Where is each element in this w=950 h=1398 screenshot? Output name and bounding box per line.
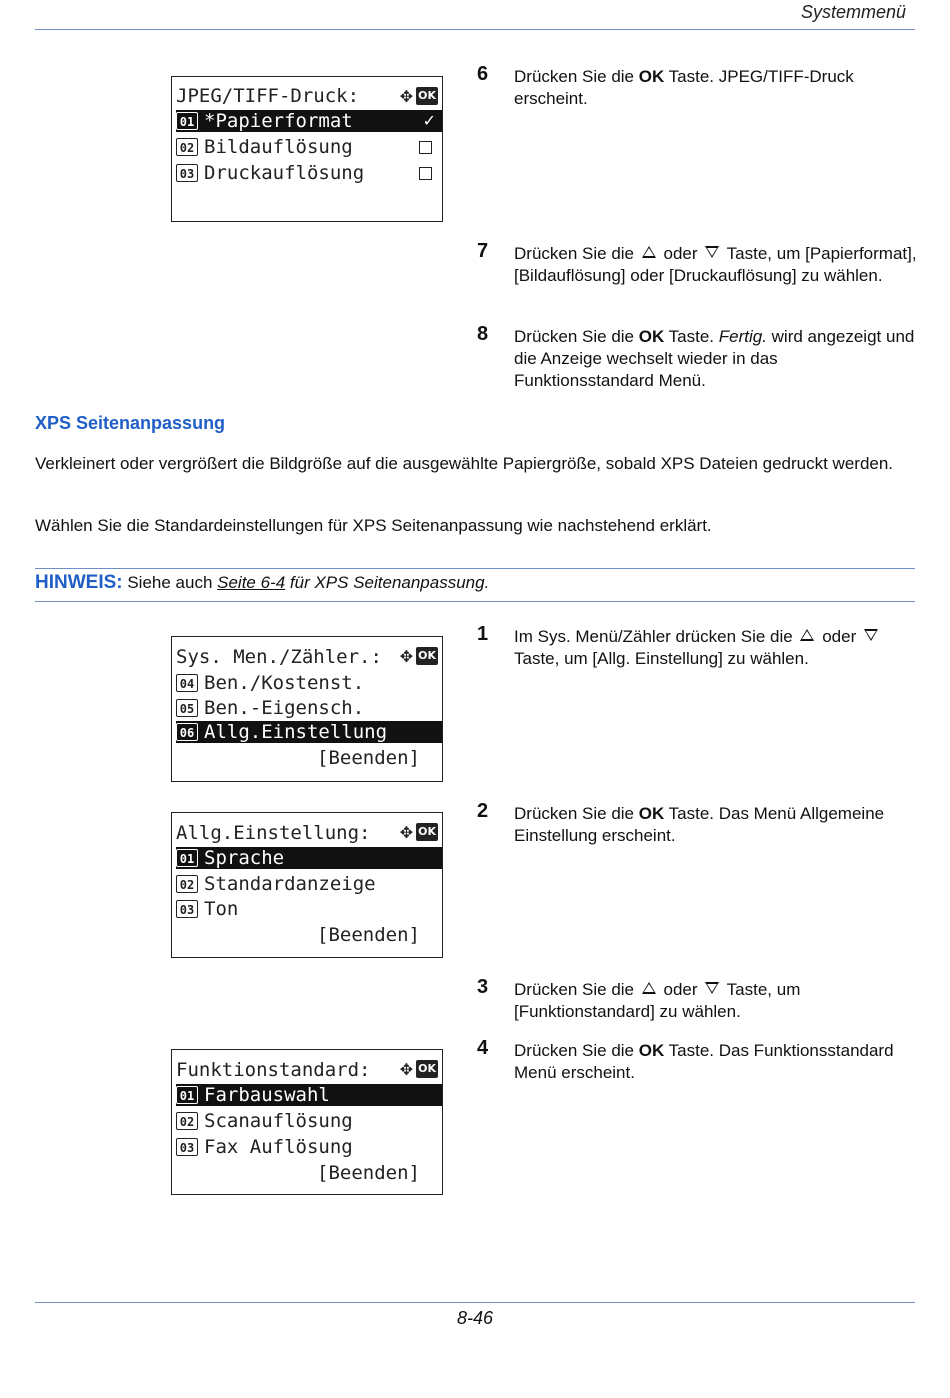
step-3 xyxy=(477,976,917,1023)
lcd-row xyxy=(176,898,442,920)
row-number-badge: 05 xyxy=(176,699,198,717)
lcd-row xyxy=(176,1084,442,1106)
page-number: 8-46 xyxy=(456,1308,494,1328)
row-label: *Papierformat xyxy=(204,110,353,132)
note-text: Siehe auch xyxy=(122,573,218,592)
lcd-title: JPEG/TIFF-Druck: xyxy=(176,85,360,107)
row-number-badge: 02 xyxy=(176,138,198,156)
lcd-controls xyxy=(400,821,438,843)
lcd-funktionstandard xyxy=(171,1049,443,1195)
lcd-row xyxy=(176,1136,442,1158)
row-label: Farbauswahl xyxy=(204,1084,330,1106)
row-label: Ton xyxy=(204,898,239,920)
row-label: Sprache xyxy=(204,847,285,869)
step-8 xyxy=(477,323,917,392)
step-text: Taste. Das Menü Allgemeine Einstellung erscheint. xyxy=(514,804,885,845)
step-number: 3 xyxy=(477,976,489,998)
step-text: oder xyxy=(663,980,698,999)
step-text: Drücken Sie die xyxy=(514,804,639,823)
step-text: Taste. xyxy=(664,327,719,346)
exit-softkey: [Beenden] xyxy=(317,747,420,769)
ok-key-icon: OK xyxy=(416,87,438,105)
header-rule xyxy=(35,29,915,30)
up-arrow-key-icon xyxy=(800,629,814,641)
lcd-row xyxy=(176,162,442,184)
lcd-row xyxy=(176,1110,442,1132)
row-label: Bildauflösung xyxy=(204,136,353,158)
row-number-badge: 04 xyxy=(176,674,198,692)
ok-key-label: OK xyxy=(638,327,665,346)
message-text: Fertig. xyxy=(718,327,767,346)
step-number: 1 xyxy=(477,623,489,645)
down-arrow-key-icon xyxy=(705,246,719,258)
step-text: Drücken Sie die xyxy=(514,244,635,263)
step-text: Drücken Sie die xyxy=(514,1041,639,1060)
step-1 xyxy=(477,623,917,670)
row-label: Scanauflösung xyxy=(204,1110,353,1132)
step-text: Taste. JPEG/TIFF-Druck erscheint. xyxy=(514,67,854,108)
note-bottom-rule xyxy=(35,601,915,602)
step-text: Drücken Sie die xyxy=(514,980,635,999)
note xyxy=(35,572,489,594)
step-text: Im Sys. Menü/Zähler drücken Sie die xyxy=(514,627,793,646)
step-text: oder xyxy=(663,244,698,263)
exit-softkey: [Beenden] xyxy=(317,1162,420,1184)
step-4 xyxy=(477,1037,917,1084)
lcd-title: Sys. Men./Zähler.: xyxy=(176,646,382,668)
row-number-badge: 03 xyxy=(176,1138,198,1156)
footer-rule xyxy=(35,1302,915,1303)
step-text: wird angezeigt und die Anzeige wechselt wieder in das Funktionsstandard Menü. xyxy=(514,327,915,390)
up-arrow-key-icon xyxy=(642,982,656,994)
row-number-badge: 02 xyxy=(176,1112,198,1130)
step-6 xyxy=(477,63,917,110)
ok-key-label: OK xyxy=(638,67,665,86)
lcd-controls xyxy=(400,645,438,667)
lcd-sys-men-zaehler xyxy=(171,636,443,782)
page-reference-link[interactable]: Seite 6-4 xyxy=(217,573,286,592)
section-paragraph: Verkleinert oder vergrößert die Bildgröße auf die ausgewählte Papiergröße, sobald XPS Dateien gedruckt werden. xyxy=(35,454,894,473)
row-number-badge: 01 xyxy=(176,112,198,130)
lcd-row xyxy=(176,697,442,719)
lcd-title: Funktionstandard: xyxy=(176,1059,371,1081)
navigation-arrows-icon: ✥ xyxy=(399,822,414,842)
step-7 xyxy=(477,240,917,287)
row-number-badge: 03 xyxy=(176,900,198,918)
row-number-badge: 06 xyxy=(176,723,198,741)
step-text: oder xyxy=(822,627,857,646)
step-text: Taste, um [Papierformat], [Bildauflösung] oder [Druckauflösung] zu wählen. xyxy=(514,244,917,285)
navigation-arrows-icon: ✥ xyxy=(399,1059,414,1079)
lcd-row xyxy=(176,110,442,132)
checkmark-icon: ✓ xyxy=(422,111,436,130)
lcd-controls xyxy=(400,85,438,107)
ok-key-label: OK xyxy=(638,1041,665,1060)
step-text: Taste. Das Funktionsstandard Menü erscheint. xyxy=(514,1041,894,1082)
row-number-badge: 02 xyxy=(176,875,198,893)
row-label: Ben./Kostenst. xyxy=(204,672,365,694)
section-heading: XPS Seitenanpassung xyxy=(35,413,226,433)
lcd-row xyxy=(176,721,442,743)
lcd-row xyxy=(176,847,442,869)
row-label: Ben.-Eigensch. xyxy=(204,697,365,719)
down-arrow-key-icon xyxy=(864,629,878,641)
lcd-row xyxy=(176,873,442,895)
ok-key-icon: OK xyxy=(416,1060,438,1078)
up-arrow-key-icon xyxy=(642,246,656,258)
navigation-arrows-icon: ✥ xyxy=(399,646,414,666)
checkbox-icon xyxy=(419,167,432,180)
ok-key-label: OK xyxy=(638,804,665,823)
down-arrow-key-icon xyxy=(705,982,719,994)
step-number: 7 xyxy=(477,240,489,262)
ok-key-icon: OK xyxy=(416,647,438,665)
checkbox-icon xyxy=(419,141,432,154)
step-2 xyxy=(477,800,917,847)
row-number-badge: 03 xyxy=(176,164,198,182)
lcd-controls xyxy=(400,1058,438,1080)
step-text: Drücken Sie die xyxy=(514,67,639,86)
row-number-badge: 01 xyxy=(176,849,198,867)
lcd-row xyxy=(176,136,442,158)
lcd-allg-einstellung xyxy=(171,812,443,958)
step-number: 6 xyxy=(477,63,489,85)
step-number: 8 xyxy=(477,323,489,345)
row-label: Allg.Einstellung xyxy=(204,721,388,743)
lcd-jpeg-tiff-druck xyxy=(171,76,443,222)
step-text: Taste, um [Funktionstandard] zu wählen. xyxy=(514,980,801,1021)
section-paragraph: Wählen Sie die Standardeinstellungen für XPS Seitenanpassung wie nachstehend erklärt. xyxy=(35,516,712,535)
lcd-row xyxy=(176,672,442,694)
row-label: Fax Auflösung xyxy=(204,1136,353,1158)
row-number-badge: 01 xyxy=(176,1086,198,1104)
step-number: 4 xyxy=(477,1037,489,1059)
lcd-title: Allg.Einstellung: xyxy=(176,822,371,844)
row-label: Standardanzeige xyxy=(204,873,376,895)
header-title: Systemmenü xyxy=(800,2,906,22)
note-top-rule xyxy=(35,568,915,569)
note-label: HINWEIS: xyxy=(35,572,123,593)
row-label: Druckauflösung xyxy=(204,162,365,184)
ok-key-icon: OK xyxy=(416,823,438,841)
exit-softkey: [Beenden] xyxy=(317,924,420,946)
step-number: 2 xyxy=(477,800,489,822)
step-text: Taste, um [Allg. Einstellung] zu wählen. xyxy=(514,649,809,668)
step-text: Drücken Sie die xyxy=(514,327,639,346)
navigation-arrows-icon: ✥ xyxy=(399,86,414,106)
note-text: für XPS Seitenanpassung. xyxy=(285,573,490,592)
